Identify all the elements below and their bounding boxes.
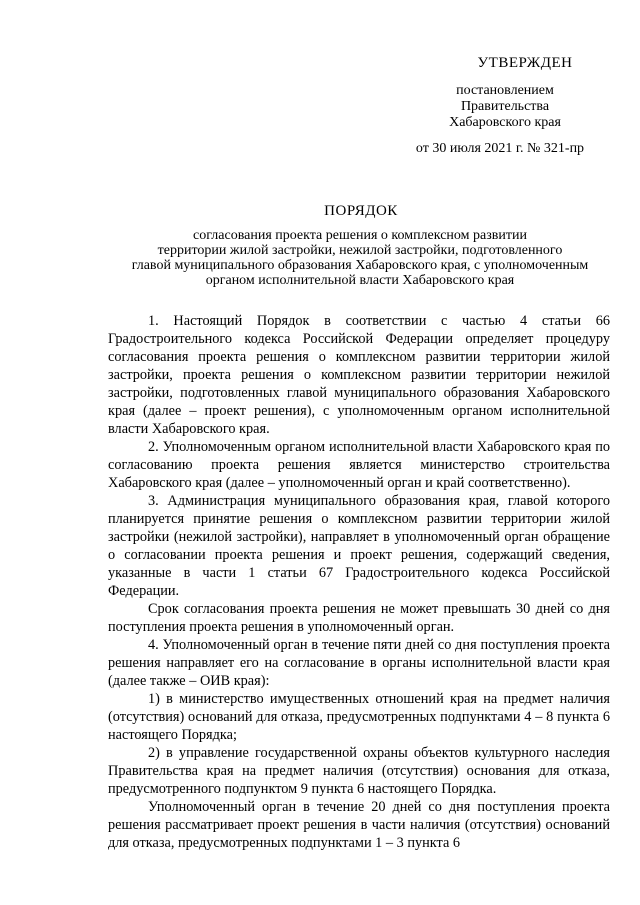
document-heading	[60, 204, 640, 288]
approval-stamp: УТВЕРЖДЕН	[477, 55, 573, 71]
approval-line: Хабаровского края	[449, 115, 561, 130]
document-subtitle-line: органом исполнительной власти Хабаровского края	[205, 273, 515, 288]
paragraph: 1. Настоящий Порядок в соответствии с частью 4 статьи 66 Градостроительного кодекса Российской Федерации определяет процедуру согласования проекта решения о комплексном развитии территории жилой застройки, проекта решения о комплексном развитии территории нежилой застройки, подготовленных главой муниципального образования Хабаровского края (далее – проект решения), с уполномоченным органом исполнительной власти Хабаровского края.	[108, 313, 610, 437]
paragraph: 4. Уполномоченный орган в течение пяти дней со дня поступления проекта решения направляет его на согласование в органы исполнительной власти края (далее также – ОИВ края):	[108, 637, 610, 689]
paragraph: Срок согласования проекта решения не может превышать 30 дней со дня поступления проекта решения в уполномоченный орган.	[108, 601, 610, 635]
paragraph: 2) в управление государственной охраны объектов культурного наследия Правительства края на предмет наличия (отсутствия) основания для отказа, предусмотренного подпунктом 9 пункта 6 настоящего Порядка.	[108, 745, 610, 797]
document-subtitle-line: согласования проекта решения о комплексном развитии	[193, 228, 527, 243]
document-subtitle-line: главой муниципального образования Хабаровского края, с уполномоченным	[131, 258, 589, 273]
approval-block	[400, 55, 610, 157]
approval-line: постановлением	[456, 83, 554, 98]
document-title: ПОРЯДОК	[324, 203, 398, 219]
paragraph: 2. Уполномоченным органом исполнительной власти Хабаровского края по согласованию проекта решения является министерство строительства Хабаровского края (далее – уполномоченный орган и край соответственно).	[108, 439, 610, 491]
document-body	[108, 312, 610, 852]
approval-date: от 30 июля 2021 г. № 321-пр	[415, 141, 585, 156]
paragraph: 3. Администрация муниципального образования края, главой которого планируется принятие решения о комплексном развитии территории жилой застройки (нежилой застройки), направляет в уполномоченный орган обращение о согласовании проекта решения и проект решения, содержащий сведения, указанные в части 1 статьи 67 Градостроительного кодекса Российской Федерации.	[108, 493, 610, 599]
paragraph: 1) в министерство имущественных отношений края на предмет наличия (отсутствия) оснований для отказа, предусмотренных подпунктами 4 – 8 пункта 6 настоящего Порядка;	[108, 691, 610, 743]
document-subtitle-line: территории жилой застройки, нежилой застройки, подготовленного	[157, 243, 563, 258]
approval-line: Правительства	[460, 99, 550, 114]
paragraph: Уполномоченный орган в течение 20 дней со дня поступления проекта решения рассматривает проект решения в части наличия (отсутствия) оснований для отказа, предусмотренных подпунктами 1 – 3 пункта 6	[108, 799, 610, 851]
